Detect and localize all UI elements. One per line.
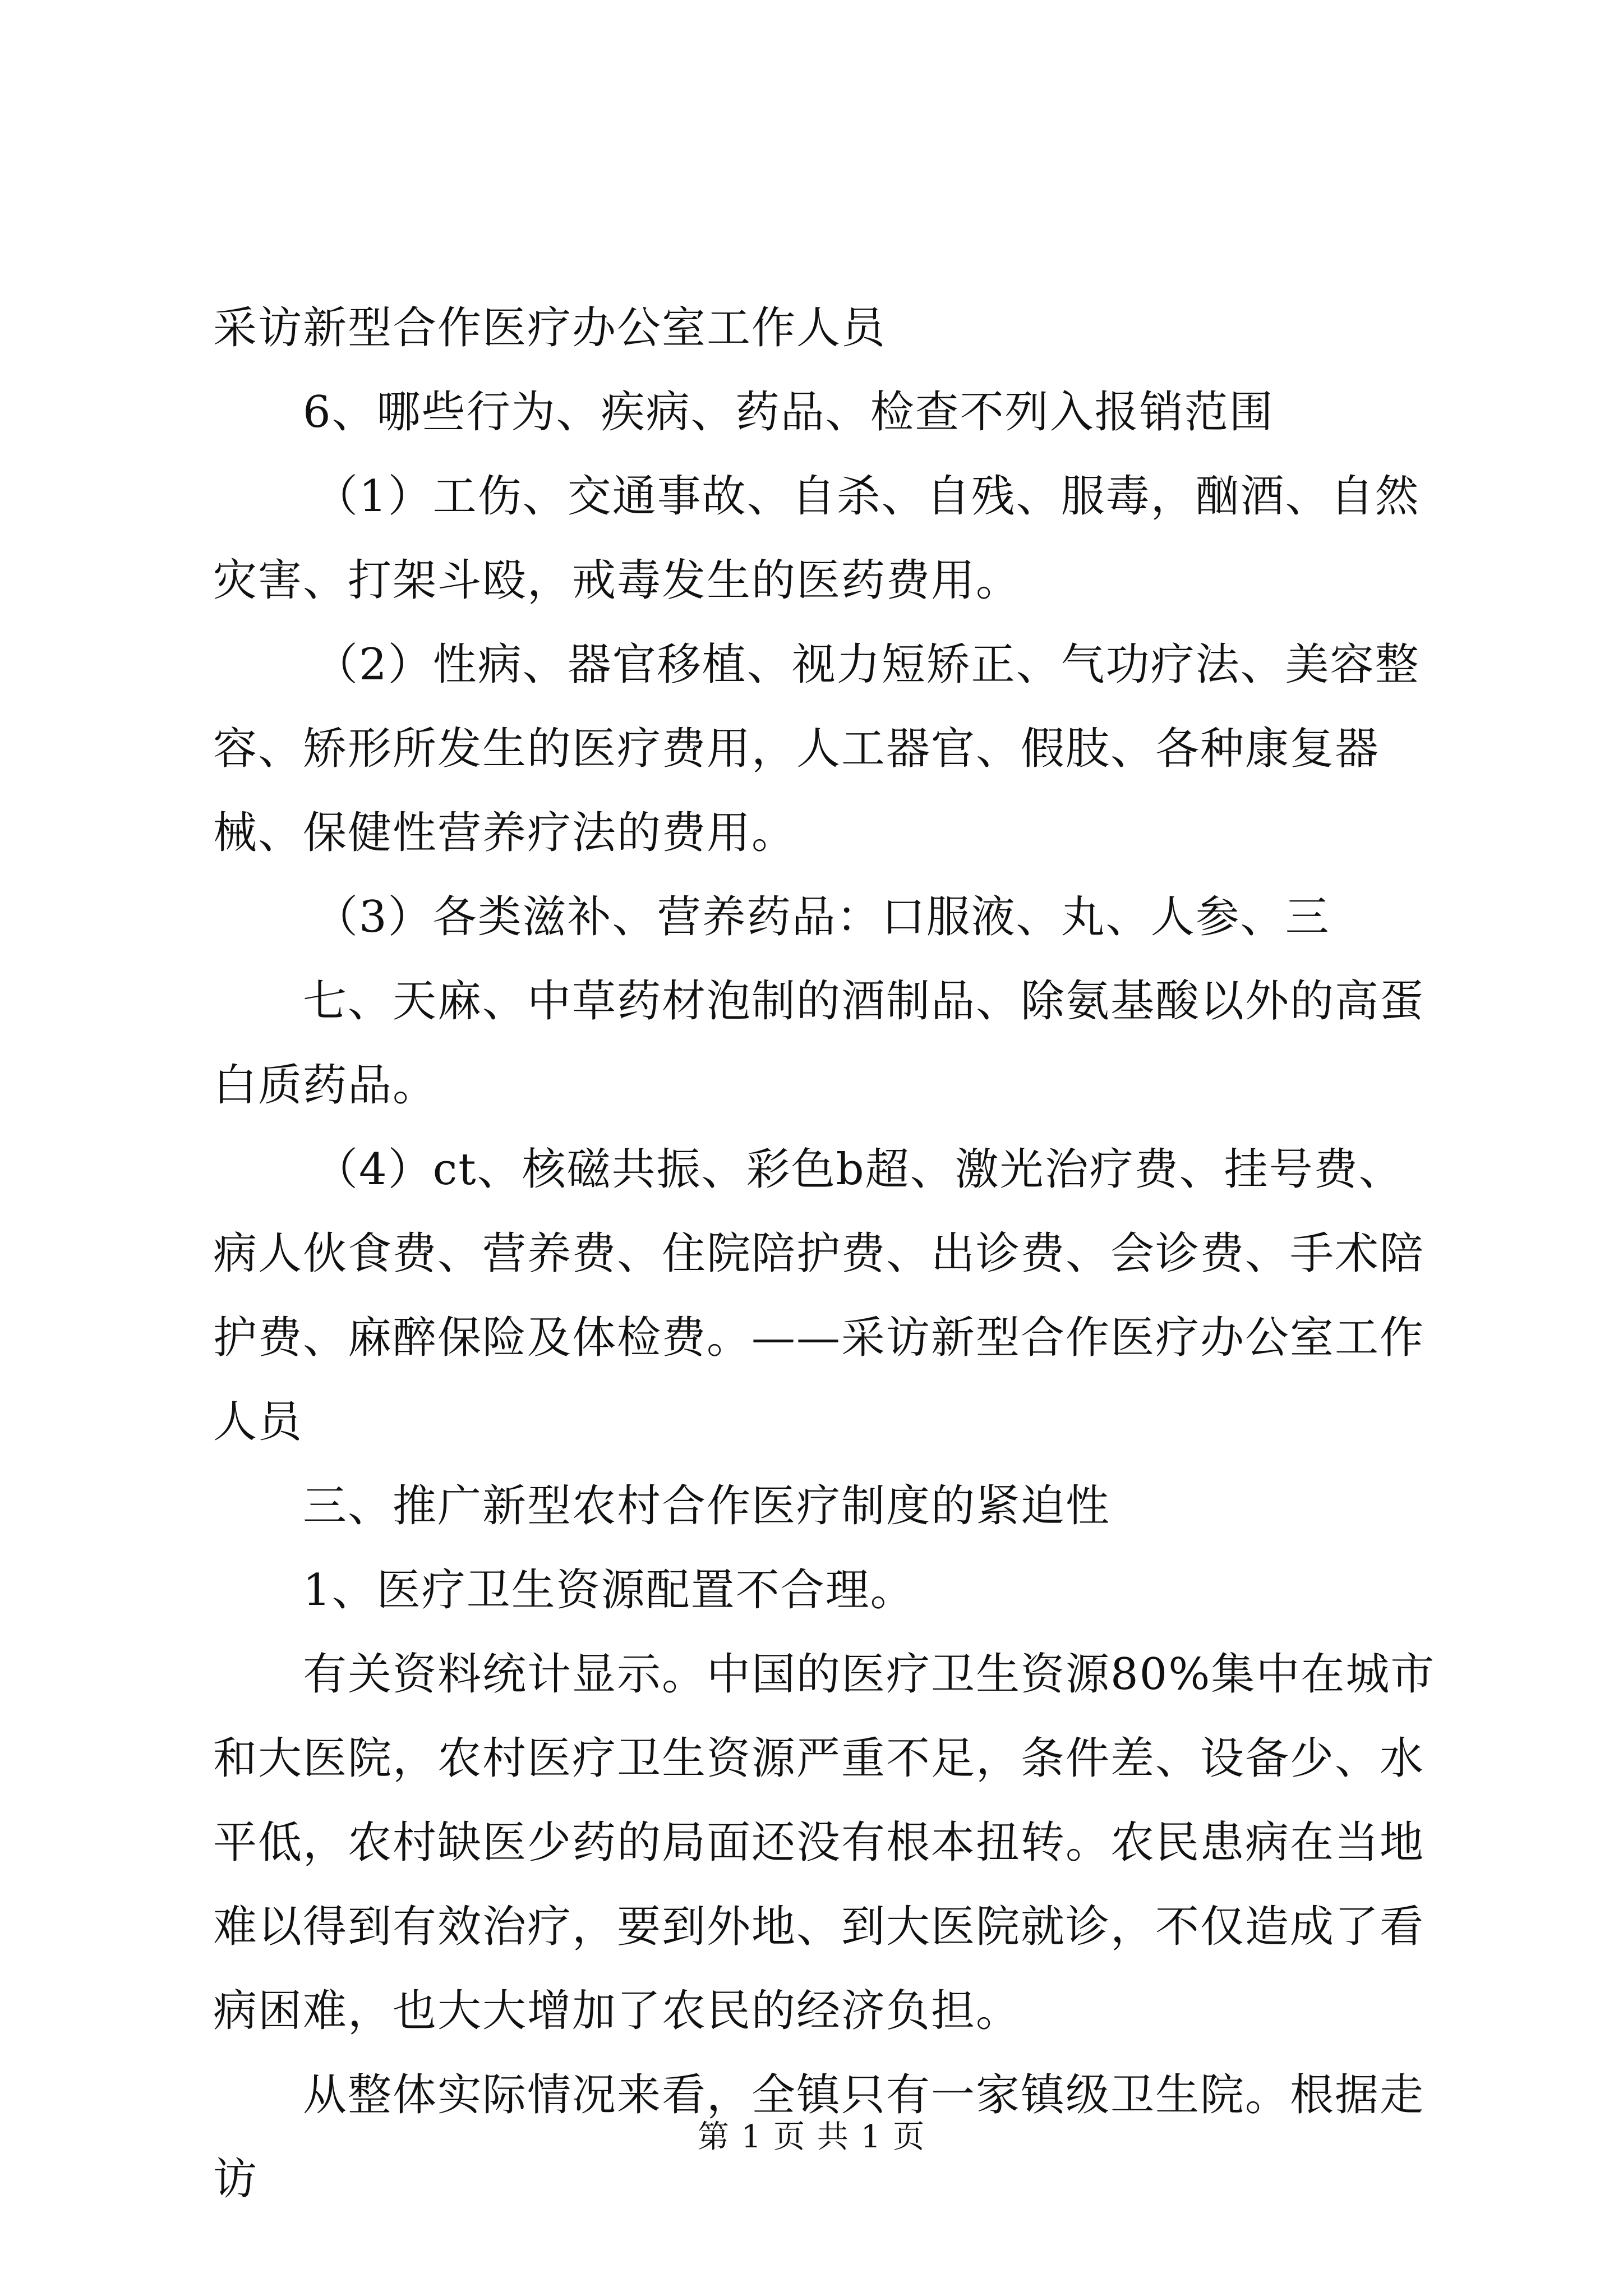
section-heading-urgency: 三、推广新型农村合作医疗制度的紧迫性: [303, 1481, 1111, 1531]
page-footer: 第 1 页 共 1 页: [697, 2119, 926, 2155]
document-body: [213, 286, 1436, 2221]
paragraph-exclusion-1: （1）工伤、交通事故、自杀、自残、服毒，酗酒、自然灾害、打架斗殴，戒毒发生的医药费用。: [213, 471, 1420, 606]
paragraph-exclusion-4: （4）ct、核磁共振、彩色b超、激光治疗费、挂号费、病人伙食费、营养费、住院陪护费、出诊费、会诊费、手术陪护费、麻醉保险及体检费。——采访新型合作医疗办公室工作人员: [213, 1144, 1425, 1447]
paragraph-exclusion-3: （3）各类滋补、营养药品：口服液、丸、人参、三: [314, 892, 1330, 942]
paragraph-exclusion-3-cont: 七、天麻、中草药材泡制的酒制品、除氨基酸以外的高蛋白质药品。: [213, 976, 1425, 1111]
paragraph-interview-note: 采访新型合作医疗办公室工作人员: [213, 303, 887, 353]
subheading-resource-allocation: 1、医疗卫生资源配置不合理。: [303, 1565, 915, 1616]
paragraph-town-situation: 从整体实际情况来看，全镇只有一家镇级卫生院。根据走访: [213, 2070, 1425, 2205]
paragraph-exclusion-2: （2）性病、器官移植、视力短矫正、气功疗法、美容整容、矫形所发生的医疗费用，人工器官、假肢、各种康复器械、保健性营养疗法的费用。: [213, 639, 1420, 858]
paragraph-exclusion-heading: 6、哪些行为、疾病、药品、检查不列入报销范围: [303, 387, 1274, 438]
paragraph-statistics: 有关资料统计显示。中国的医疗卫生资源80%集中在城市和大医院，农村医疗卫生资源严重不足，条件差、设备少、水平低，农村缺医少药的局面还没有根本扭转。农民患病在当地难以得到有效治疗，要到外地、到大医院就诊，不仅造成了看病困难，也大大增加了农民的经济负担。: [213, 1649, 1436, 2036]
